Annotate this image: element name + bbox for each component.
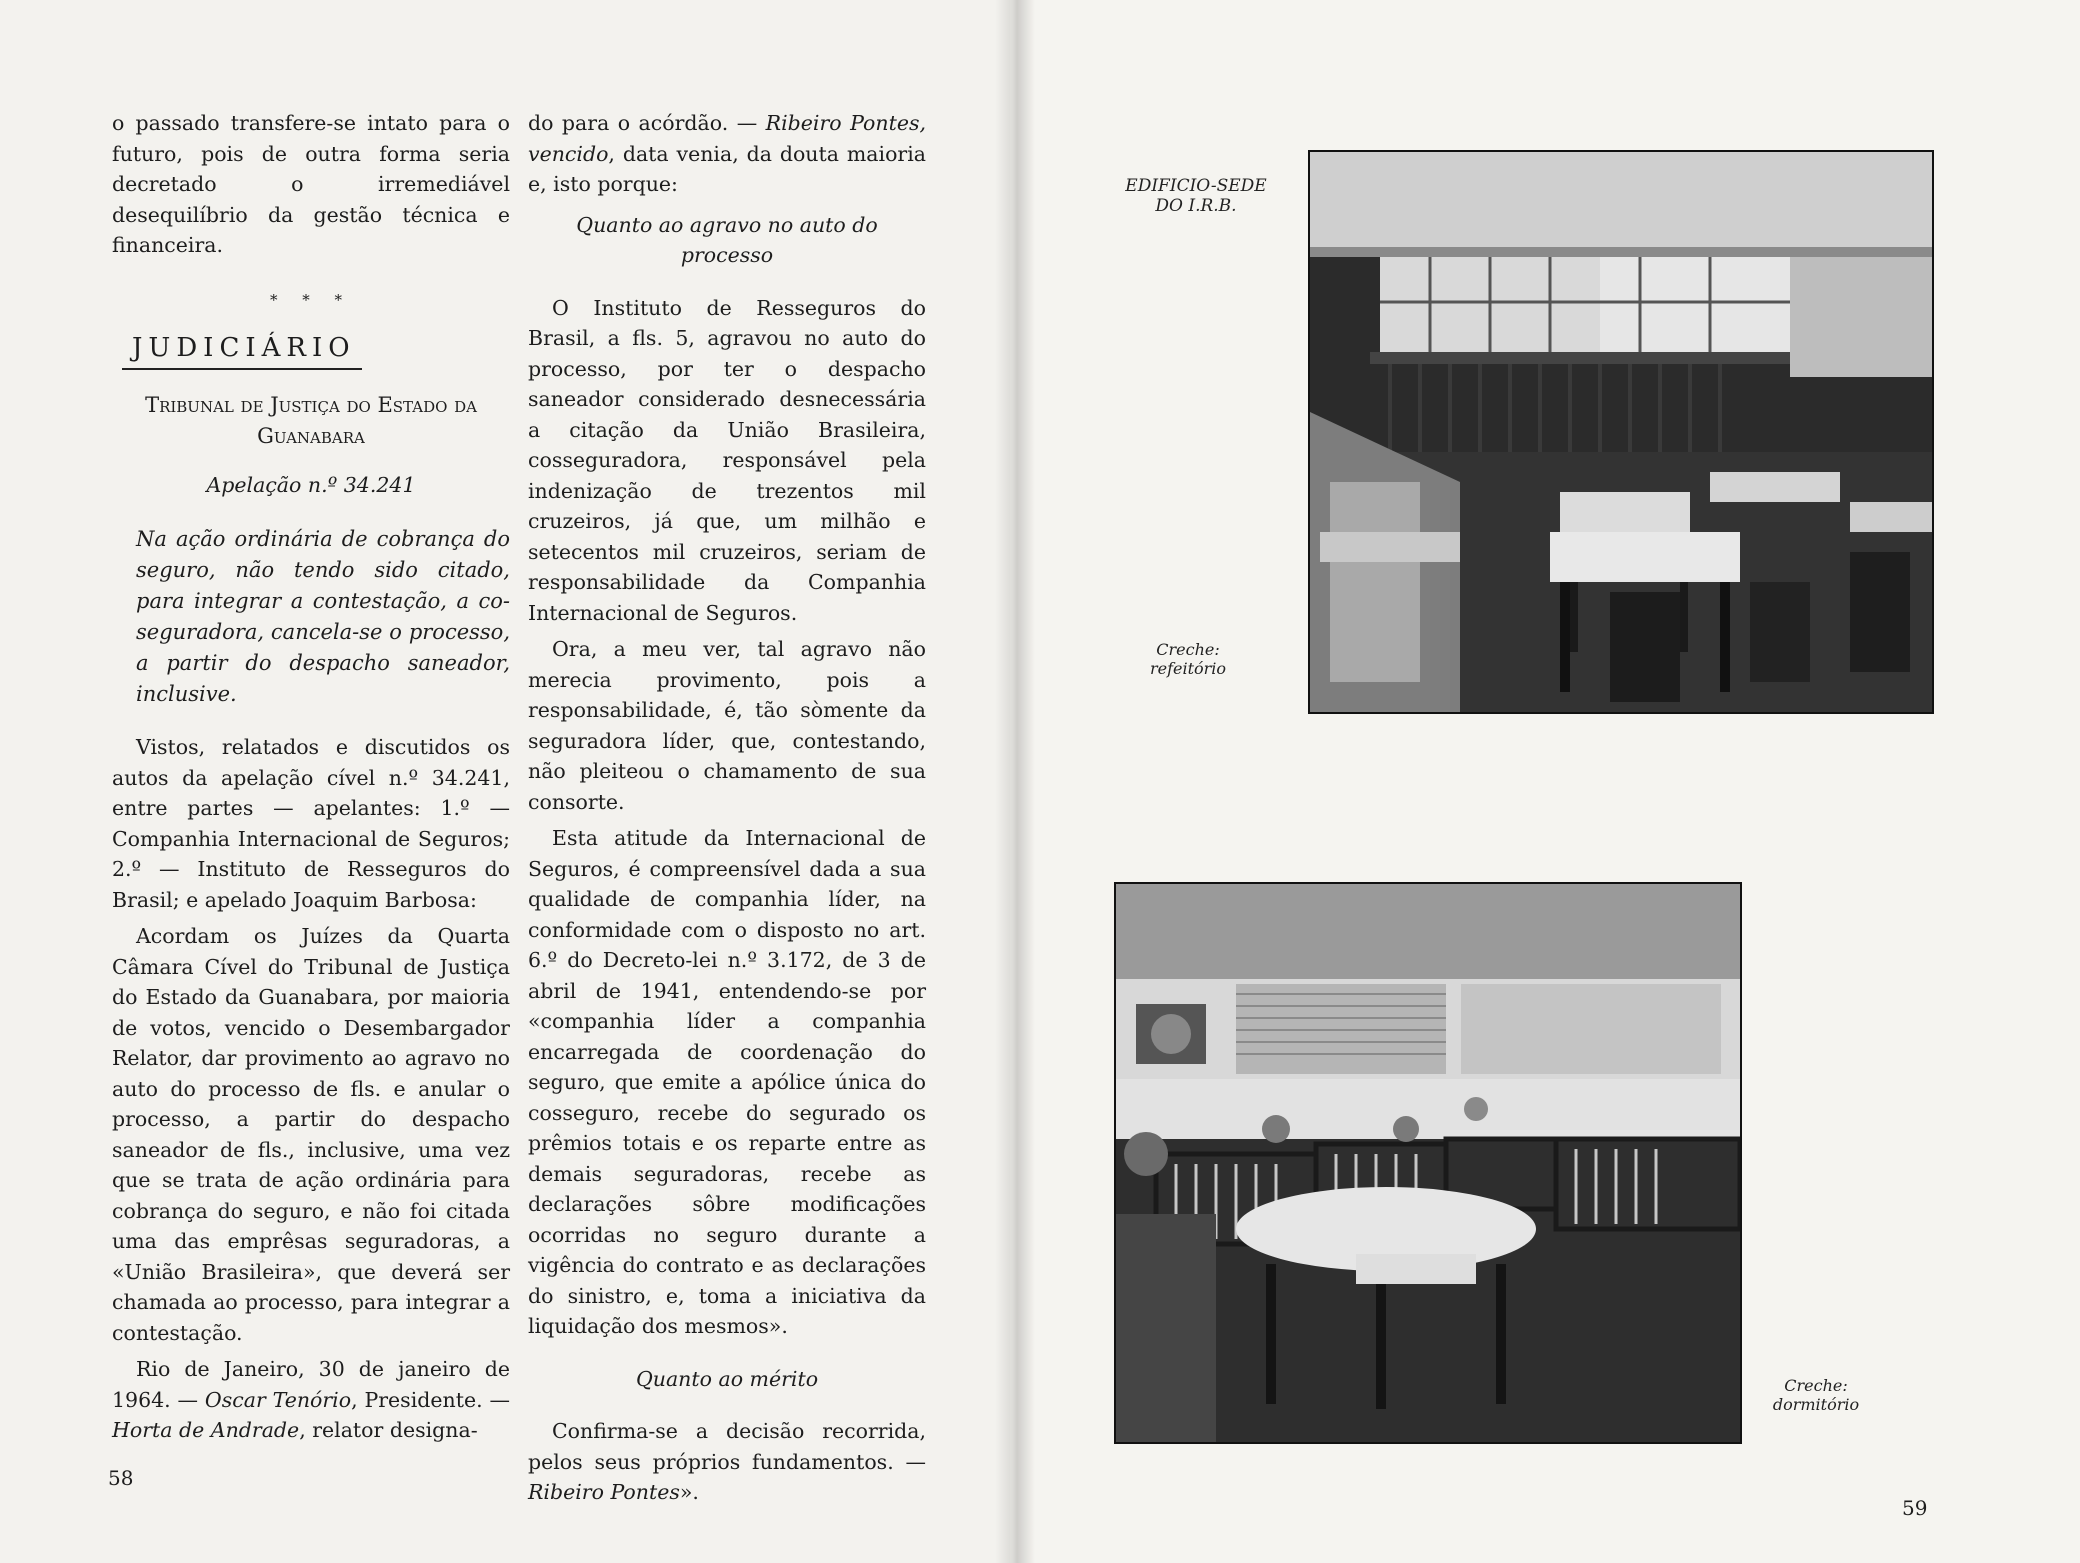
signature-paragraph	[112, 1354, 510, 1446]
text-run: , data venia, da douta maioria e, isto porque:	[528, 141, 926, 196]
judge-name: Horta de Andrade	[112, 1418, 300, 1442]
photo-dormitory	[1114, 882, 1742, 1444]
judge-name: Oscar Tenório	[204, 1387, 352, 1412]
case-number: Apelação n.º 34.241	[206, 472, 416, 497]
paragraph: Esta atitude da Internacional de Seguros, é compreensível dada a sua qualidade de companhia líder, na conformidade com o disposto no art. 6.º do Decreto-lei n.º 3.172, de 3 de abril de 1941, entendendo-se por «companhia líder a companhia encarregada de coordenação do seguro, que emite a apólice única do cosseguro, recebe do segurado os prêmios totais e os reparte entre as demais seguradoras, recebe as declarações sôbre modificações ocorridas no seguro durante a vigência do contrato e as declarações do sinistro, e, toma a iniciativa da liquidação dos mesmos».	[528, 826, 926, 1338]
text-run: ».	[679, 1480, 699, 1504]
section-separator: * * *	[269, 290, 353, 309]
photo-caption: Creche: refeitório	[1149, 640, 1227, 678]
text-run: do para o acórdão. —	[528, 111, 766, 135]
right-column	[528, 108, 926, 1514]
judge-name: Ribeiro Pontes, vencido	[528, 111, 926, 166]
subheading: Quanto ao agravo no auto do processo	[576, 212, 878, 267]
section-title: JUDICIÁRIO	[122, 333, 362, 370]
judge-name: Ribeiro Pontes	[528, 1480, 680, 1504]
court-heading: Tribunal de Justiça do Estado da Guanabara	[145, 392, 477, 448]
text-run: Confirma-se a decisão recorrida, pelos seus próprios fundamentos. —	[528, 1419, 926, 1474]
photo-header-caption: EDIFICIO-SEDE DO I.R.B.	[1125, 176, 1267, 216]
left-page	[0, 0, 1010, 1563]
page-number: 59	[1902, 1496, 1928, 1520]
text-run: , Presidente. —	[351, 1387, 510, 1412]
photo-caption: Creche: dormitório	[1772, 1376, 1860, 1414]
photo-dining-room	[1308, 150, 1934, 714]
left-column	[112, 108, 510, 1452]
text-run: Rio de Janeiro, 30 de janeiro de 1964. —	[112, 1357, 510, 1412]
paragraph: o passado transfere-se intato para o futuro, pois de outra forma seria decretado o irremediável desequilíbrio da gestão técnica e financeira.	[112, 111, 510, 257]
paragraph	[528, 1416, 926, 1508]
book-gutter	[995, 0, 1035, 1563]
paragraph	[528, 108, 926, 200]
text-run: , relator designa-	[299, 1418, 478, 1442]
paragraph: Acordam os Juízes da Quarta Câmara Cível do Tribunal de Justiça do Estado da Guanabara, por maioria de votos, vencido o Desembargador Relator, dar provimento ao agravo no auto do processo de fls. e anular o processo, a partir do despacho saneador de fls., inclusive, uma vez que se trata de ação ordinária para cobrança do seguro, e não foi citada uma das emprêsas seguradoras, a «União Brasileira», que deverá ser chamada ao processo, para integrar a contestação.	[112, 924, 510, 1345]
paragraph: Vistos, relatados e discutidos os autos da apelação cível n.º 34.241, entre partes — apelantes: 1.º — Companhia Internacional de Seguros; 2.º — Instituto de Resseguros do Brasil; e apelado Joaquim Barbosa:	[112, 735, 510, 912]
paragraph: Ora, a meu ver, tal agravo não merecia provimento, pois a responsabilidade, é, tão sòmente da seguradora líder, que, contestando, não pleiteou o chamamento de sua consorte.	[528, 637, 926, 814]
page-number: 58	[108, 1466, 134, 1490]
subheading: Quanto ao mérito	[635, 1366, 819, 1391]
case-summary: Na ação ordinária de cobrança do seguro, não tendo sido citado, para integrar a contestação, a co-seguradora, cancela-se o processo, a partir do despacho saneador, inclusive.	[136, 527, 510, 706]
paragraph: O Instituto de Resseguros do Brasil, a fls. 5, agravou no auto do processo, por ter o despacho saneador considerado desnecessária a citação da União Brasileira, cosseguradora, responsável pela indenização de trezentos mil cruzeiros, já que, um milhão e setecentos mil cruzeiros, seriam de responsabilidade da Companhia Internacional de Seguros.	[528, 295, 926, 625]
